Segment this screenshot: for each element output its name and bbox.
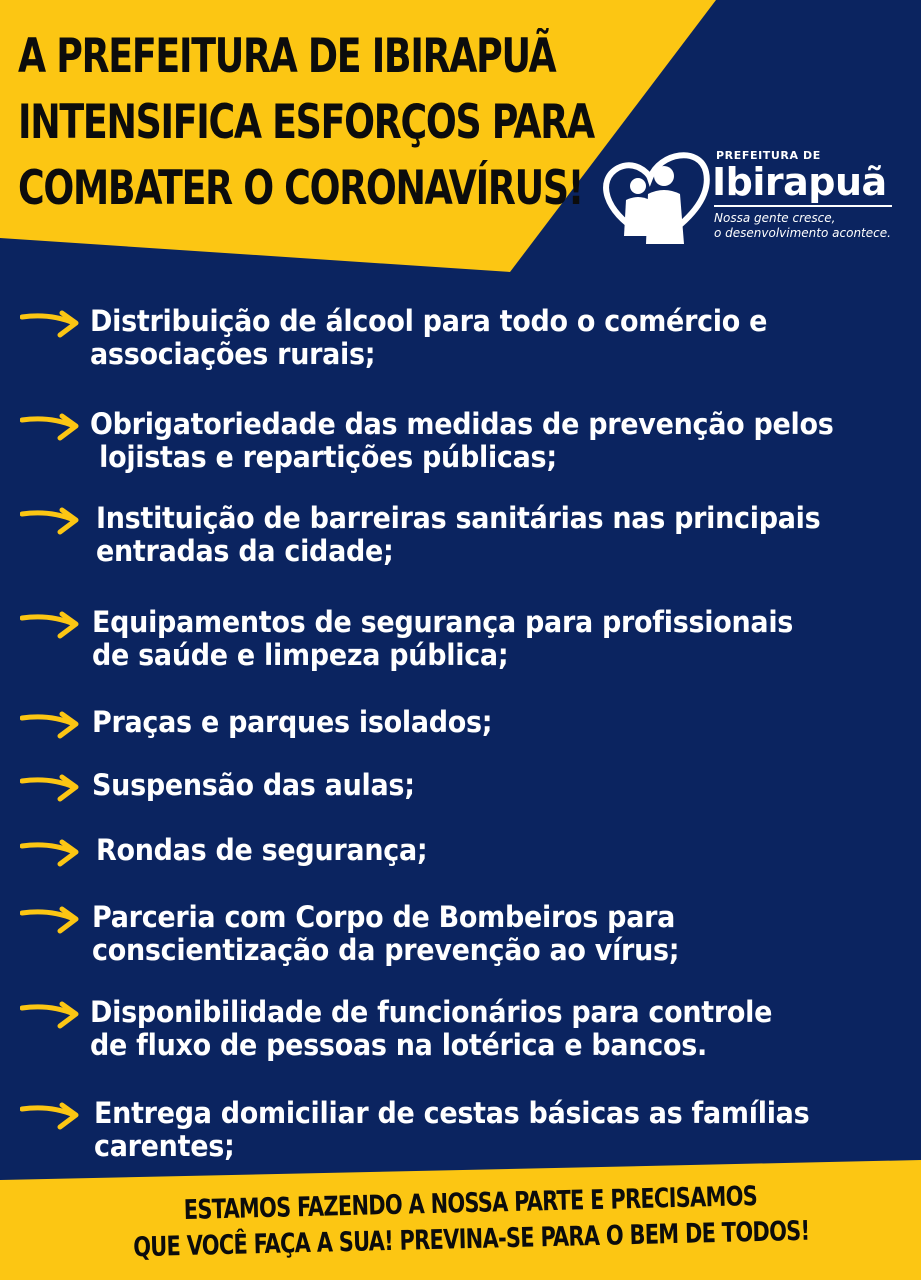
list-item-text xyxy=(92,606,855,672)
headline-line-1: A PREFEITURA DE IBIRAPUÃ xyxy=(18,29,556,84)
yellow-arrow-icon xyxy=(20,1101,82,1131)
headline xyxy=(18,24,594,222)
list-item-text xyxy=(92,706,855,739)
yellow-arrow-icon xyxy=(20,1000,82,1030)
list-item-text xyxy=(96,834,859,867)
yellow-arrow-icon xyxy=(20,710,82,740)
list-item-line: Disponibilidade de funcionários para controle xyxy=(90,995,773,1029)
adult-body-icon xyxy=(646,190,684,244)
list-item-line: associações rurais; xyxy=(90,337,376,371)
list-item-line: Suspensão das aulas; xyxy=(92,768,415,802)
list-item-text xyxy=(90,408,853,474)
headline-line-2: INTENSIFICA ESFORÇOS PARA xyxy=(18,95,594,150)
list-item-line: Distribuição de álcool para todo o comércio e xyxy=(90,304,768,338)
list-item-line: Praças e parques isolados; xyxy=(92,705,493,739)
yellow-arrow-icon xyxy=(20,838,82,868)
adult-head-icon xyxy=(654,166,674,186)
yellow-arrow-icon xyxy=(20,412,82,442)
list-item-text xyxy=(96,502,859,568)
yellow-arrow-icon xyxy=(20,506,82,536)
list-item-text xyxy=(92,901,855,967)
list-item-line: Equipamentos de segurança para profissionais xyxy=(92,605,794,639)
list-item-line: Obrigatoriedade das medidas de prevenção pelos xyxy=(90,407,834,441)
list-item-line: Parceria com Corpo de Bombeiros para xyxy=(92,900,676,934)
list-item-line: lojistas e repartições públicas; xyxy=(90,440,557,474)
child-head-icon xyxy=(630,178,646,194)
logo-tagline-line-2: o desenvolvimento acontece. xyxy=(714,226,891,240)
list-item-line: entradas da cidade; xyxy=(96,534,394,568)
logo-divider xyxy=(714,205,892,207)
list-item-line: carentes; xyxy=(94,1129,235,1163)
yellow-arrow-icon xyxy=(20,610,82,640)
logo-tagline xyxy=(714,211,891,241)
yellow-arrow-icon xyxy=(20,905,82,935)
list-item-line: de saúde e limpeza pública; xyxy=(92,638,509,672)
logo-name: Ibirapuã xyxy=(712,160,887,204)
yellow-arrow-icon xyxy=(20,773,82,803)
list-item-text xyxy=(94,1097,857,1163)
list-item-line: de fluxo de pessoas na lotérica e bancos. xyxy=(90,1028,707,1062)
headline-line-3: COMBATER O CORONAVÍRUS! xyxy=(18,161,584,216)
list-item-text xyxy=(92,769,855,802)
footer-line-1: ESTAMOS FAZENDO A NOSSA PARTE E PRECISAMOS xyxy=(183,1180,758,1226)
logo-tagline-line-1: Nossa gente cresce, xyxy=(714,211,836,225)
footer-line-2: QUE VOCÊ FAÇA A SUA! PREVINA-SE PARA O BEM DE TODOS! xyxy=(132,1215,810,1264)
yellow-arrow-icon xyxy=(20,309,82,339)
list-item-text xyxy=(90,305,853,371)
list-item-line: Instituição de barreiras sanitárias nas principais xyxy=(96,501,821,535)
logo-prefix: PREFEITURA DE xyxy=(716,149,821,162)
list-item-line: Rondas de segurança; xyxy=(96,833,428,867)
list-item-text xyxy=(90,996,853,1062)
list-item-line: Entrega domiciliar de cestas básicas as famílias xyxy=(94,1096,810,1130)
list-item-line: conscientização da prevenção ao vírus; xyxy=(92,933,680,967)
